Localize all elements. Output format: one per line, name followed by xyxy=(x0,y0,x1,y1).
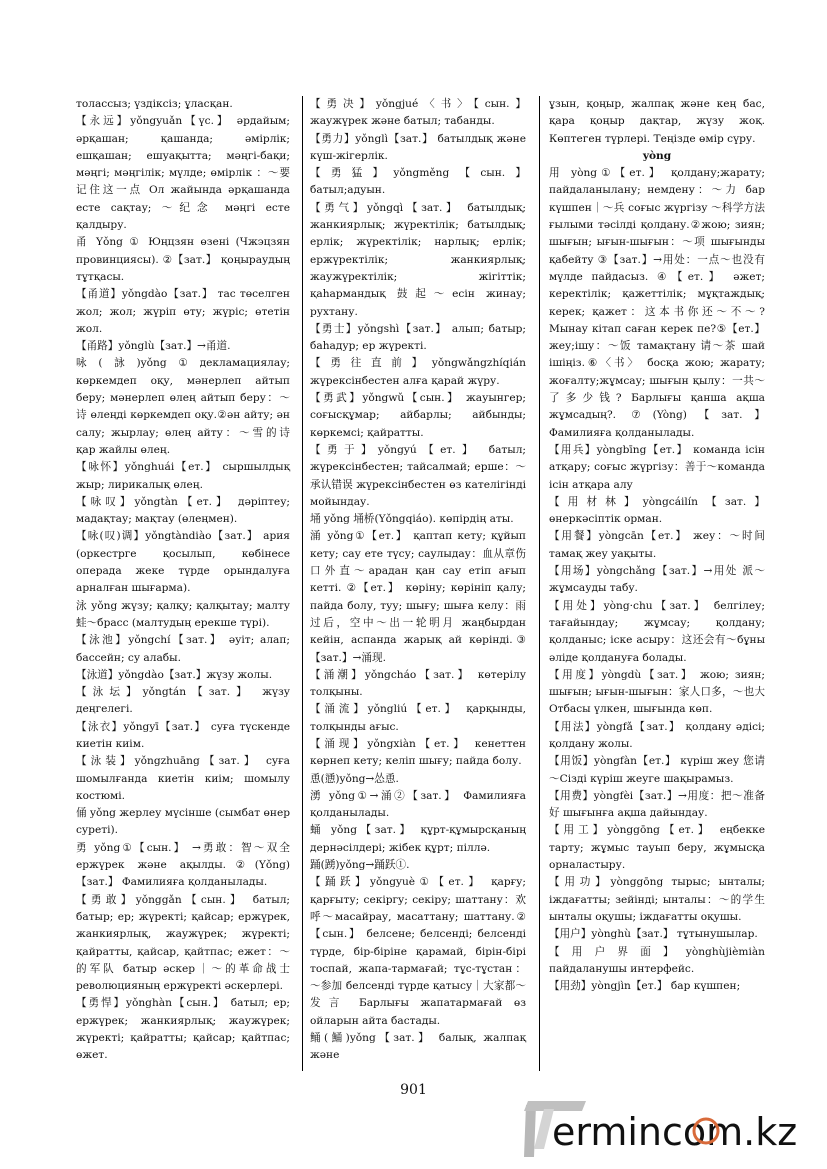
termincom-logo[interactable] xyxy=(522,1099,822,1161)
dictionary-entry: 泳 yǒng жүзу; қалқу; қалқытау; малту 蛙～брасс (малтудың ерекше түрі). xyxy=(76,599,290,629)
dictionary-entry: 甬 Yǒng ① Юңцзян өзені (Чжэцзян провинциясы). ②【зат.】 қоңыраудың тұтқасы. xyxy=(76,236,290,283)
dictionary-entry: 【勇士】yǒngshì【зат.】 алып; батыр; баһадур; ер жүректі. xyxy=(310,322,526,353)
dictionary-entry: 【勇于】yǒngyú【ет.】 батыл; жүрексінбестен; тайсалмай; ерше：～承认错误 жүрексінбестен өз кателігінді мойындау. xyxy=(310,443,526,508)
dictionary-entry: 【勇悍】yǒnghàn【сын.】 батыл; ер; ержүрек; жанкиярлық; жаужүрек; жүректі; қайратты; қайсар; қайтпас; өжет. xyxy=(76,997,290,1062)
dictionary-entry: 恿(慂)yǒng→怂恿. xyxy=(310,772,399,785)
dictionary-entry: 涌 yǒng①【ет.】 қаптап кету; құйып кету; сау ете түсу; саулыдау：血从章伤口外直～арадан қан сау етіп ағып кетті. ②【ет.】 көріну; көрініп қалу; пайда болу, туу; шығу; шыға келу：雨过后，空中～出一轮明月 жаңбырдан кейін, аспанда жарық ай көрінді.③【зат.】→涌现. xyxy=(310,530,526,664)
page-number: 901 xyxy=(400,1082,427,1098)
dictionary-entry: ұзын, қоңыр, жалпақ және кең бас, қара қоңыр дақтар, жүзу жоқ. Көптеген түрлері. Теңізде өмір сүру. xyxy=(549,98,765,145)
svg-text:ermincom.kz: ermincom.kz xyxy=(552,1110,798,1154)
column-divider xyxy=(539,96,540,1071)
logo-graphic xyxy=(522,1099,822,1161)
dictionary-entry: 【勇武】yǒngwǔ【сын.】 жауынгер; соғысқұмар; айбарлы; айбынды; көркемсі; қайратты. xyxy=(310,392,526,439)
column-left xyxy=(76,96,290,1065)
dictionary-entry: 【勇力】yǒnglì【зат.】 батылдық және күш-жігерлік. xyxy=(310,132,526,162)
dictionary-entry: 【咏怀】yǒnghuái【ет.】 сыршылдық жыр; лирикалық өлең. xyxy=(76,461,290,491)
dictionary-entry: толассыз; үздіксіз; ұласқан. xyxy=(76,98,233,110)
dictionary-entry: 【用法】yòngfǎ【зат.】 қолдану әдісі; қолдану жолы. xyxy=(549,720,765,750)
dictionary-entry: 【甬路】yǒnglù【зат.】→甬道. xyxy=(76,340,231,353)
dictionary-entry: 【泳装】yǒngzhuāng【зат.】 суға шомылғанда киетін киім; шомылу костюмі. xyxy=(76,755,290,802)
dictionary-entry: 【踊跃】yǒngyuè①【ет.】 қарғу; қарғыту; секіргу; секіру; шаттану：欢呼～масайрау, масаттану; шаттану.②【сын.】 белсене; белсенді; белсенді түрде, бір-біріне қарамай, бірін-бірі тоспай, жапа-тармағай; тұс-тұстан：～参加 белсенді түрде қатысу｜大家都～发言 Барлығы жапатармағай өз ойларын айта бастады. xyxy=(310,876,526,1027)
dictionary-entry: 【用功】yònggōng тырыс; ынталы; іждағатты; зейінді; ынталы：～的学生 ынталы оқушы; іждағатты оқушы. xyxy=(549,876,765,923)
dictionary-entry: 【用户】yònghù【зат.】 тұтынушылар. xyxy=(549,928,758,941)
dictionary-entry: 踊(踴)yǒng→踊跃①. xyxy=(310,859,410,872)
dictionary-entry: 【用餐】yòngcān【ет.】 жеу：～时间 тамақ жеу уақыты. xyxy=(549,530,765,560)
dictionary-entry: 【用费】yòngfèi【зат.】→用度：把～准备好 шығынға ақша дайындау. xyxy=(549,789,765,820)
column-divider xyxy=(302,96,303,1071)
dictionary-entry: 【用户界面】yònghùjièmiàn пайдаланушы интерфейс. xyxy=(549,945,765,975)
dictionary-entry: 【用兵】yòngbīng【ет.】 команда ісін атқару; соғыс жүргізу：善于～команда ісін атқара алу xyxy=(549,443,765,491)
dictionary-entry: 【勇往直前】yǒngwǎngzhíqián жүрексінбестен алға қарай жүру. xyxy=(310,357,526,387)
dictionary-entry: 【涌潮】yǒngcháo【зат.】 көтерілу толқыны. xyxy=(310,668,526,699)
dictionary-entry: 【勇气】yǒngqì【зат.】 батылдық; жанкиярлық; жүректілік; батылдық; ерлік; жүректілік; нарлық; ерлік; ержүректілік; жанкиярлық; жаужүректілік; жігіттік; қаһармандық 鼓起～есін жинау; рухтану. xyxy=(310,201,526,318)
dictionary-entry: 【泳道】yǒngdào【зат.】жүзу жолы. xyxy=(76,668,273,681)
dictionary-entry: 【涌现】yǒngxiàn【ет.】 кенеттен көрнеп кету; келіп шығу; пайда болу. xyxy=(310,737,526,768)
dictionary-entry: 【泳池】yǒngchí【зат.】 әуіт; алап; бассейн; су алабы. xyxy=(76,634,290,664)
dictionary-entry: 【咏(叹)调】yǒngtàndiào【зат.】 ария (оркестрге қосылып, көбінесе операда жеке түрде орындалуға арналған шығарма). xyxy=(76,530,290,595)
dictionary-entry: 【用场】yòngchǎng【зат.】→用处 派～жұмсауды табу. xyxy=(549,565,765,595)
dictionary-entry: 【用劲】yòngjìn【ет.】 бар күшпен; xyxy=(549,980,741,993)
dictionary-entry: 【勇敢】yǒnggǎn【сын.】 батыл; батыр; ер; жүректі; қайсар; ержүрек, жанкиярлық, жаужүрек; жүректі; қайратты, қайсар, қайтпас; ежет：～的军队 батыр әскер｜～的革命战士 революцияның ержүректі әскерлері. xyxy=(76,893,290,993)
dictionary-entry: 咏(詠)yǒng①декламациялау; көркемдеп оқу, мәнерлеп айтып беру; мәнерлеп өлең айтып беру：～诗 өлеңді көркемдеп оқу.②ән айту; ән салу; жырлау; өлең айту：～雪的诗 қар жайлы өлең. xyxy=(76,357,290,456)
dictionary-entry: 蛹 yǒng【зат.】 құрт-құмырсқаның дернәсілдері; жібек құрт; піллә. xyxy=(310,824,526,854)
dictionary-entry: 【用处】yòng·chu【зат.】 белгілеу; тағайындау; жұмсау; қолдану; қолданыс; іске асыру：这还会有～бұны әлiде қолдануға болады. xyxy=(549,599,765,664)
dictionary-entry: 俑 yǒng жерлеу мүсінше (сымбат өнер суреті). xyxy=(76,807,290,837)
dictionary-entry: 用 yòng①【ет.】 қолдану;жарату; пайдаланылану; немдену：～力 бар күшпен｜～兵 соғыс жүргізу ～科学方法 ғылыми тәсілді қолдану.②жою; зиян; шығын; ығын-шығын：～项 шығынды қабейту ③【зат.】→用处：一点～也没有 мүлде пайдасыз. ④【ет.】 әжет; керектілік; қажеттілік; мұқтаждық; керек; қажет：这本书你还～不～? Мынау кітап саған керек пе?⑤【ет.】 жеу;ішу：～饭 тамақтану 请～茶 шай ішіңіз.⑥〈书〉 босқа жою; жарату; жоғалту;жұмсау; шығын қылу：一共～了多少钱? Барлығы қанша ақша жұмсадың?. ⑦(Yòng)【зат.】 Фамилияға қолданылады. xyxy=(549,167,765,439)
dictionary-entry: 【永远】yǒngyuǎn【үс.】 әрдайым; әрқашан; қашанда; әмірлік; ешқашан; ешуақытта; мәңгі-бақи; мәңгі; мәңгілік; мүлде; өмірлік ：～要记住这一点 Ол жайында әрқашанда есте сақтау; ～纪念 мәңгі есте қалдыру. xyxy=(76,115,290,232)
dictionary-entry: 埇 yǒng 埇桥(Yǒngqiáo). көпірдің аты. xyxy=(310,513,514,526)
dictionary-entry: 鲬(鯒)yǒng【зат.】 балық, жалпақ және xyxy=(310,1032,526,1062)
dictionary-entry: 【勇猛】yǒngměng【сын.】 батыл;адуын. xyxy=(310,167,526,197)
dictionary-entry: 【泳衣】yǒngyī【зат.】 суға түскенде киетін киім. xyxy=(76,720,290,750)
dictionary-entry: 勇 yǒng①【сын.】 →勇敢：智～双全 ержүрек және ақылды.②(Yǒng)【зат.】 Фамилияға қолданылады. xyxy=(76,841,290,889)
dictionary-entry: 【咏叹】yǒngtàn【ет.】 дәріптеу; мадақтау; мақтау (өлеңмен). xyxy=(76,495,290,526)
column-right xyxy=(549,96,765,995)
dictionary-entry: 【甬道】yǒngdào【зат.】 тас төселген жол; жол; жүріп өту; жүріс; өтетін жол. xyxy=(76,288,290,335)
dictionary-entry: 【用度】yòngdù【зат.】 жою; зиян; шығын; ығын-шығын：家人口多，～也大 Отбасы үлкен, шығында көп. xyxy=(549,668,765,716)
dictionary-entry: 【涌流】yǒngliú【ет.】 қарқынды, толқынды ағыс. xyxy=(310,703,526,733)
section-heading: yòng xyxy=(642,149,672,162)
dictionary-entry: 【用材林】yòngcáilín【зат.】 өнеркәсіптік орман. xyxy=(549,495,765,526)
dictionary-entry: 【泳坛】yǒngtán【зат.】 жүзу деңгелегі. xyxy=(76,686,290,716)
dictionary-entry: 【勇决】yǒngjué〈书〉【сын.】 жаужүрек және батыл; табанды. xyxy=(310,98,526,128)
dictionary-entry: 【用工】yònggōng【ет.】 еңбекке тарту; жұмыс тауып беру, жұмысқа орналастыру. xyxy=(549,824,765,872)
dictionary-entry: 【用饭】yòngfàn【ет.】 күріш жеу 您请～Сізді күріш жеуге шақырамыз. xyxy=(549,755,765,785)
dictionary-entry: 湧 yǒng①→涌②【зат.】 Фамилияға қолданылады. xyxy=(310,789,526,820)
column-middle xyxy=(310,96,526,1065)
